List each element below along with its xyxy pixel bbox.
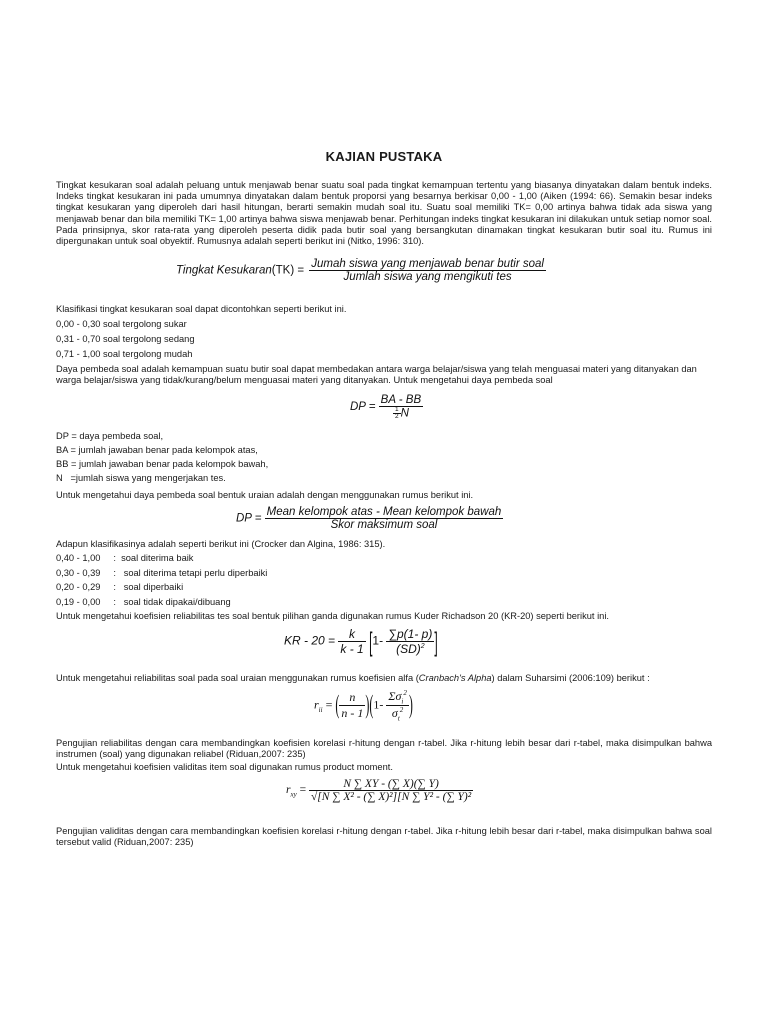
definition-item: BB = jumlah jawaban benar pada kelompok bawah, [56,459,269,469]
paragraph-uraian: Untuk mengetahui daya pembeda soal bentuk uraian adalah dengan menggunakan rumus berikut ini. [56,490,474,500]
eq-rxy-denominator: √[N ∑ X² - (∑ X)²][N ∑ Y² - (∑ Y)² [310,791,472,803]
eq-tk-denominator: Jumlah siswa yang mengikuti tes [309,270,546,283]
eq-kr20-numerator: ∑p(1- p) [388,627,433,641]
definition-item: BA = jumlah jawaban benar pada kelompok atas, [56,445,258,455]
equation-daya-pembeda-uraian [236,506,503,531]
eq-alpha-r: r [314,697,319,712]
klasifikasi2-intro: Adapun klasifikasinya adalah seperti berikut ini (Crocker dan Algina, 1986: 315). [56,539,386,549]
paragraph-intro: Tingkat kesukaran soal adalah peluang untuk menjawab benar suatu soal pada tingkat kemampuan tertentu yang biasanya dinyatakan dalam bentuk indeks. Indeks tingkat kesukaran ini pada umumnya dinyatakan dalam bentuk proporsi yang besarnya berkisar 0,00 - 1,00 (Aiken (1994: 66). Semakin besar indeks tingkat kesukaran yang diperoleh dari hasil hitungan, berarti semakin mudah soal itu. Suatu soal memiliki TK= 0,00 artinya bahwa tidak ada siswa yang menjawab benar dan bila memiliki TK= 1,00 artinya bahwa siswa menjawab benar. Perhitungan indeks tingkat kesukaran ini dilakukan untuk setiap nomor soal. Pada prinsipnya, skor rata-rata yang diperoleh peserta didik pada butir soal yang bersangkutan dinamakan tingkat kesukaran butir soal itu. Rumus ini dipergunakan untuk soal obyektif. Rumusnya adalah seperti berikut ini (Nitko, 1996: 310). [56,180,712,247]
eq-kr20-one: 1- [372,633,384,648]
eq-rxy-numerator: N ∑ XY - (∑ X)(∑ Y) [343,778,439,790]
definition-item: N =jumlah siswa yang mengerjakan tes. [56,473,226,483]
eq-kr20-denominator: (SD)$^2$ [386,641,434,656]
eq-dp-denominator [379,406,423,420]
klasifikasi2-item: 0,40 - 1,00 : soal diterima baik [56,553,194,563]
eq-tk-lhs-paren: (TK) = [271,264,305,277]
equation-daya-pembeda [350,394,423,420]
eq-alpha-n: n [349,690,356,705]
paragraph-alpha: Untuk mengetahui reliabilitas soal pada soal uraian menggunakan rumus koefisien alfa (Cranbach's Alpha) dalam Suharsimi (2006:109) berikut : [56,673,650,683]
eq-dp-half-den: 2 [394,413,399,420]
eq-dp-half-num: 1 [394,406,399,413]
klasifikasi2-item: 0,20 - 0,29 : soal diperbaiki [56,582,184,592]
paragraph-kr20: Untuk mengetahui koefisien reliabilitas tes soal bentuk pilihan ganda digunakan rumus Kuder Richadson 20 (KR-20) seperti berikut ini. [56,611,609,621]
eq-kr20-lhs: KR - 20 = [284,633,336,648]
eq-tk-numerator: Jumah siswa yang menjawab benar butir soal [311,258,544,270]
klasifikasi-item: 0,00 - 0,30 soal tergolong sukar [56,319,187,329]
definition-item: DP = daya pembeda soal, [56,431,164,441]
eq-rxy-r: r [286,784,291,797]
eq-dp-lhs: DP = [350,401,376,414]
klasifikasi-item: 0,71 - 1,00 soal tergolong mudah [56,349,193,359]
klasifikasi2-item: 0,30 - 0,39 : soal diterima tetapi perlu diperbaiki [56,568,268,578]
eq-kr20-k1: k - 1 [340,642,364,656]
klasifikasi-intro: Klasifikasi tingkat kesukaran soal dapat dicontohkan seperti berikut ini. [56,304,347,314]
eq-kr20-k: k [349,627,356,641]
paragraph-daya-pembeda: Daya pembeda soal adalah kemampuan suatu butir soal dapat membedakan antara warga belajar/siswa yang telah menguasai materi yang ditanyakan dan warga belajar/siswa yang tidak/kurang/belum menguasai materi yang ditanyakan. Untuk mengetahui daya pembeda soal [56,364,697,386]
alpha-italic: Cranbach's Alpha [418,673,492,683]
eq-alpha-n1: n - 1 [341,706,364,721]
equation-alpha: $r_{ii}$ = ( $\frac{n}{n - 1}$ )(1- $\frac{\Sigma\sigma_i^2}{\sigma_t^2}$ ) [314,689,413,723]
klasifikasi-item: 0,31 - 0,70 soal tergolong sedang [56,334,195,344]
eq-dp2-denominator: Skor maksimum soal [265,518,504,531]
eq-tk-lhs: Tingkat Kesukaran [176,264,272,277]
page-title: KAJIAN PUSTAKA [325,149,443,164]
equation-kr20: KR - 20 = $\frac{k}{k - 1}$ [1- $\frac{\sum p(1- p)}{(SD)^2}$ ] [284,626,438,657]
eq-dp2-lhs: DP = [236,512,262,525]
paragraph-validitas: Untuk mengetahui koefisien validitas item soal digunakan rumus product moment. [56,762,393,772]
eq-dp2-numerator: Mean kelompok atas - Mean kelompok bawah [266,506,502,518]
eq-dp-numerator: BA - BB [380,394,422,406]
eq-alpha-denominator: $\sigma_t^2$ [386,705,409,722]
paragraph-reliabilitas: Pengujian reliabilitas dengan cara membandingkan koefisien korelasi r-hitung dengan r-tabel. Jika r-hitung lebih besar dari r-tabel, maka disimpulkan bahwa instrumen (soal) yang digunakan reliabel (Riduan,2007: 235) [56,738,712,760]
paragraph-validitas-kesimpulan: Pengujian validitas dengan cara membandingkan koefisien korelasi r-hitung dengan r-tabel. Jika r-hitung lebih besar dari r-tabel, maka disimpulkan bahwa soal tersebut valid (Riduan,2007: 235) [56,826,712,848]
equation-product-moment: $r_{xy}$ = $\frac{N \sum XY - (\sum X)(\sum Y)}{\text{√[N ∑ X² - (∑ X)²][N ∑ Y² - (∑ Y)²}}$ [286,778,472,803]
eq-alpha-numerator: $\Sigma\sigma_i^2$ [388,689,407,706]
klasifikasi2-item: 0,19 - 0,00 : soal tidak dipakai/dibuang [56,597,231,607]
eq-dp-n: N [400,407,409,420]
equation-tingkat-kesukaran [176,258,546,283]
